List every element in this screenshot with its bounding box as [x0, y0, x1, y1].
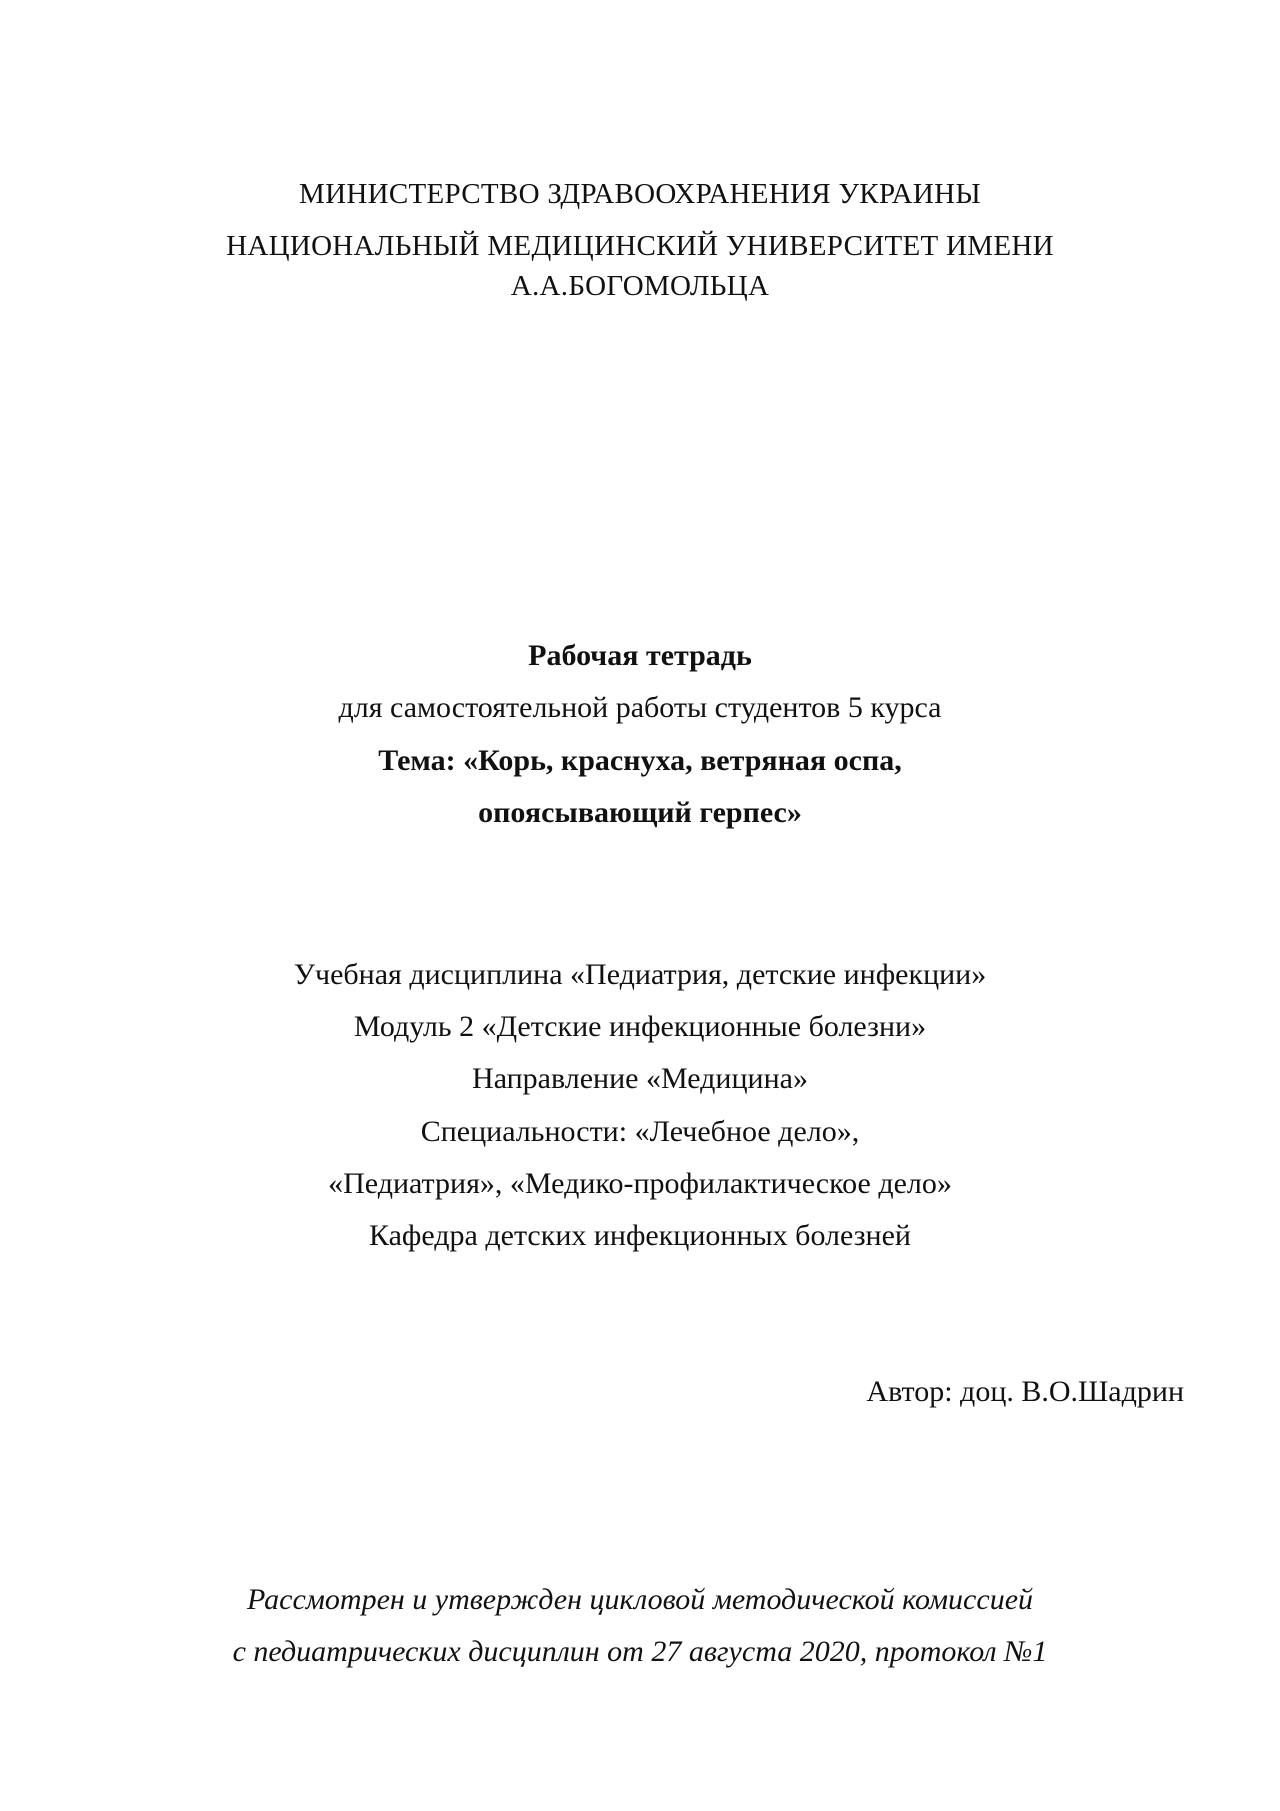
- topic-line1: Тема: «Корь, краснуха, ветряная оспа,: [378, 744, 902, 777]
- author-text: Автор: доц. В.О.Шадрин: [866, 1375, 1184, 1408]
- approval-line2: с педиатрических дисциплин от 27 августа 2020, протокол №1: [232, 1635, 1048, 1668]
- module-text: Модуль 2 «Детские инфекционные болезни»: [353, 1010, 927, 1043]
- university-heading-line1: НАЦИОНАЛЬНЫЙ МЕДИЦИНСКИЙ УНИВЕРСИТЕТ ИМЕНИ: [226, 230, 1054, 262]
- department-text: Кафедра детских инфекционных болезней: [369, 1219, 911, 1252]
- discipline-text: Учебная дисциплина «Педиатрия, детские инфекции»: [293, 958, 987, 991]
- document-title: Рабочая тетрадь: [528, 639, 752, 672]
- specialties-line1: Специальности: «Лечебное дело»,: [420, 1115, 860, 1148]
- approval-line1: Рассмотрен и утвержден цикловой методической комиссией: [246, 1583, 1034, 1616]
- ministry-heading: МИНИСТЕРСТВО ЗДРАВООХРАНЕНИЯ УКРАИНЫ: [299, 178, 981, 210]
- direction-text: Направление «Медицина»: [472, 1062, 808, 1095]
- document-subtitle: для самостоятельной работы студентов 5 курса: [338, 691, 942, 724]
- university-heading-line2: А.А.БОГОМОЛЬЦА: [510, 270, 770, 302]
- specialties-line2: «Педиатрия», «Медико-профилактическое дело»: [328, 1167, 952, 1200]
- topic-line2: опоясывающий герпес»: [478, 796, 802, 829]
